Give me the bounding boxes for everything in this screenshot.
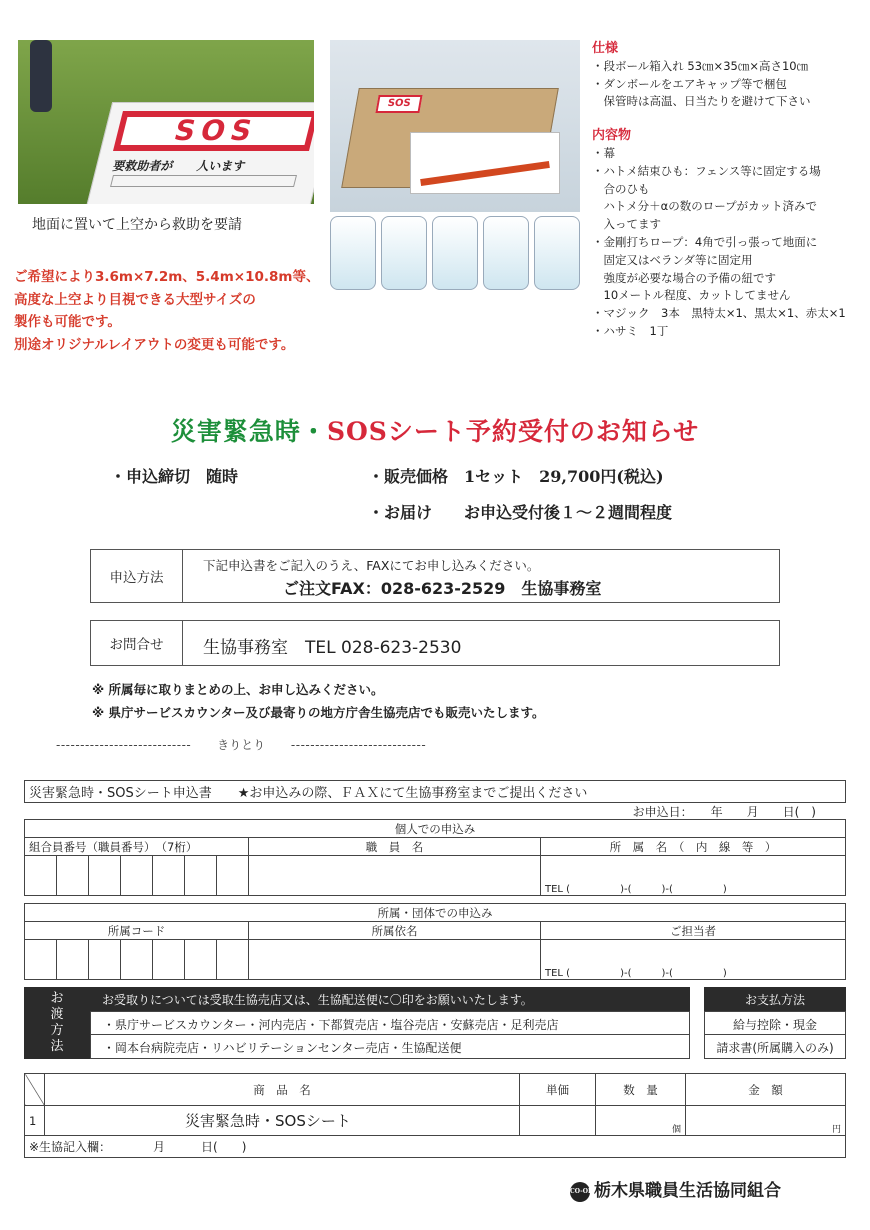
code-box[interactable]: [153, 940, 185, 980]
payment-label: お支払方法: [704, 987, 846, 1011]
qty-field[interactable]: 個: [596, 1106, 686, 1136]
dept-name-label: 所属依名: [249, 922, 541, 940]
price-field[interactable]: [520, 1106, 596, 1136]
contents-heading: 内容物: [592, 128, 632, 144]
scissors-thumb: [330, 216, 376, 290]
dept-name-field[interactable]: [249, 940, 541, 980]
cut-dashes-left: ----------------------------: [56, 738, 192, 752]
amount-field[interactable]: 円: [686, 1106, 846, 1136]
sheet-field: [110, 175, 297, 187]
red-line: 高度な上空より目視できる大型サイズの: [14, 291, 256, 308]
spec-line: 保管時は高温、日当たりを避けて下さい: [592, 94, 811, 109]
coop-mark-icon: CO-OP: [570, 1182, 590, 1202]
marker-thumb: [381, 216, 427, 290]
dept-code-label: 所属コード: [25, 922, 249, 940]
contents-line: 固定又はベランダ等に固定用: [592, 252, 753, 267]
contents-line: ・マジック 3本 黒特太×1、黒太×1、赤太×1: [592, 306, 846, 321]
code-box[interactable]: [57, 940, 89, 980]
apply-line1: 下記申込書をご記入のうえ、FAXにてお申し込みください。: [203, 558, 540, 573]
sheet-line: 要救助者が 人います: [111, 159, 248, 173]
qty-header: 数 量: [596, 1074, 686, 1106]
inquiry-box: [90, 620, 780, 666]
diag-cell: [25, 1074, 45, 1106]
delivery-instruction: お受取りについては受取生協売店又は、生協配送便に〇印をお願いいたします。: [90, 987, 690, 1011]
product-table: [24, 1073, 846, 1158]
digit-box[interactable]: [185, 856, 217, 896]
form-header-table: [24, 780, 846, 803]
code-box[interactable]: [185, 940, 217, 980]
contents-line: 強度が必要な場合の予備の紐です: [592, 270, 776, 285]
contents-line: ・ハサミ 1丁: [592, 323, 669, 338]
code-box[interactable]: [25, 940, 57, 980]
code-box[interactable]: [89, 940, 121, 980]
red-line: 製作も可能です。: [14, 314, 121, 330]
fax-number: ご注文FAX：028-623-2529 生協事務室: [283, 579, 602, 598]
spec-heading: 仕様: [592, 41, 619, 56]
note-line: ※ 県庁サービスカウンター及び最寄りの地方庁舎生協売店でも販売いたします。: [92, 705, 545, 720]
red-line: 別途オリジナルレイアウトの変更も可能です。: [14, 336, 295, 353]
digit-box[interactable]: [153, 856, 185, 896]
spec-section: [592, 40, 862, 341]
coop-note: ※生協記入欄： 月 日( ): [25, 1136, 846, 1158]
rope-thumb: [534, 216, 580, 290]
delivery-time: ・お届け お申込受付後１～２週間程度: [368, 503, 673, 522]
note-line: ※ 所属毎に取りまとめの上、お申し込みください。: [92, 682, 384, 697]
delivery-section: [24, 987, 846, 1059]
sos-text: SOS: [113, 111, 314, 151]
inquiry-tel: 生協事務室 TEL 028-623-2530: [203, 638, 462, 658]
contact-label: ご担当者: [541, 922, 846, 940]
spec-line: ・段ボール箱入れ 53㎝×35㎝×高さ10㎝: [592, 58, 809, 73]
form-header: 災害緊急時・SOSシート申込書 ★お申込みの際、ＦＡＸにて生協事務室までご提出ください: [25, 781, 846, 803]
deadline: ・申込締切 随時: [110, 467, 239, 486]
digit-box[interactable]: [89, 856, 121, 896]
marker-pen-thumb: [432, 216, 478, 290]
tie-string-thumb: [483, 216, 529, 290]
red-line: ご希望により3.6m×7.2m、5.4m×10.8m等、: [14, 269, 320, 285]
title-green: 災害緊急時・: [170, 417, 327, 446]
payment-option-2[interactable]: 請求書(所属購入のみ): [704, 1035, 846, 1059]
digit-box[interactable]: [57, 856, 89, 896]
contents-line: ・幕: [592, 145, 615, 160]
apply-method-box: [90, 549, 780, 603]
contents-line: 10メートル程度、カットしてません: [592, 288, 791, 303]
personal-tel[interactable]: TEL ( )-( )-( ): [541, 856, 846, 896]
contents-line: ・ハトメ結束ひも：フェンス等に固定する場: [592, 163, 821, 178]
cut-dashes-right: ----------------------------: [290, 738, 427, 752]
dept-label: 所 属 名 （ 内 線 等 ）: [541, 838, 846, 856]
group-heading: 所属・団体での申込み: [25, 904, 846, 922]
org-name: 栃木県職員生活協同組合: [594, 1181, 781, 1201]
inquiry-label: お問合せ: [91, 621, 183, 665]
kit-box-photo: [330, 40, 580, 212]
code-box[interactable]: [217, 940, 249, 980]
contents-line: 入ってます: [592, 217, 661, 232]
spec-line: ・ダンボールをエアキャップ等で梱包: [592, 76, 787, 91]
personal-table: [24, 819, 846, 896]
staff-name-field[interactable]: [249, 856, 541, 896]
apply-label: 申込方法: [91, 550, 183, 602]
person-figure: [30, 40, 52, 112]
contents-line: ハトメ分＋αの数のロープがカット済みで: [592, 199, 818, 214]
coop-logo: [570, 1176, 781, 1202]
price-header: 単価: [520, 1074, 596, 1106]
store-list-1[interactable]: ・県庁サービスカウンター・河内売店・下都賀売店・塩谷売店・安蘇売店・足利売店: [90, 1011, 690, 1035]
group-table: [24, 903, 846, 980]
item-header: 商 品 名: [45, 1074, 520, 1106]
row-number: 1: [25, 1106, 45, 1136]
price: ・販売価格 1セット 29,700円(税込): [368, 467, 664, 486]
large-size-note: [14, 266, 334, 356]
contents-line: ・金剛打ちロープ：4角で引っ張って地面に: [592, 234, 818, 249]
photo-caption: 地面に置いて上空から救助を要請: [32, 217, 242, 233]
digit-box[interactable]: [217, 856, 249, 896]
page-title: [0, 412, 870, 448]
item-name: 災害緊急時・SOSシート: [45, 1106, 520, 1136]
staff-name-label: 職 員 名: [249, 838, 541, 856]
amount-header: 金 額: [686, 1074, 846, 1106]
sos-sheet: [80, 102, 314, 204]
contents-line: 合のひも: [592, 181, 650, 196]
order-date[interactable]: お申込日： 年 月 日( ): [632, 805, 816, 819]
order-form: [24, 780, 846, 1158]
ground-sheet-photo: [18, 40, 314, 204]
digit-box[interactable]: [25, 856, 57, 896]
store-list-2[interactable]: ・岡本台病院売店・リハビリテーションセンター売店・生協配送便: [90, 1035, 690, 1059]
group-tel[interactable]: TEL ( )-( )-( ): [541, 940, 846, 980]
personal-heading: 個人での申込み: [25, 820, 846, 838]
title-red: SOSシート予約受付のお知らせ: [326, 417, 700, 446]
code-box[interactable]: [121, 940, 153, 980]
box-label: SOS: [375, 95, 422, 113]
digit-box[interactable]: [121, 856, 153, 896]
cut-line: [56, 736, 818, 753]
delivery-label: お渡方法: [24, 987, 90, 1059]
payment-option-1[interactable]: 給与控除・現金: [704, 1011, 846, 1035]
member-no-label: 組合員番号（職員番号） （7桁）: [25, 838, 249, 856]
item-thumbnails: [330, 216, 580, 290]
cut-label: きりとり: [217, 738, 266, 752]
